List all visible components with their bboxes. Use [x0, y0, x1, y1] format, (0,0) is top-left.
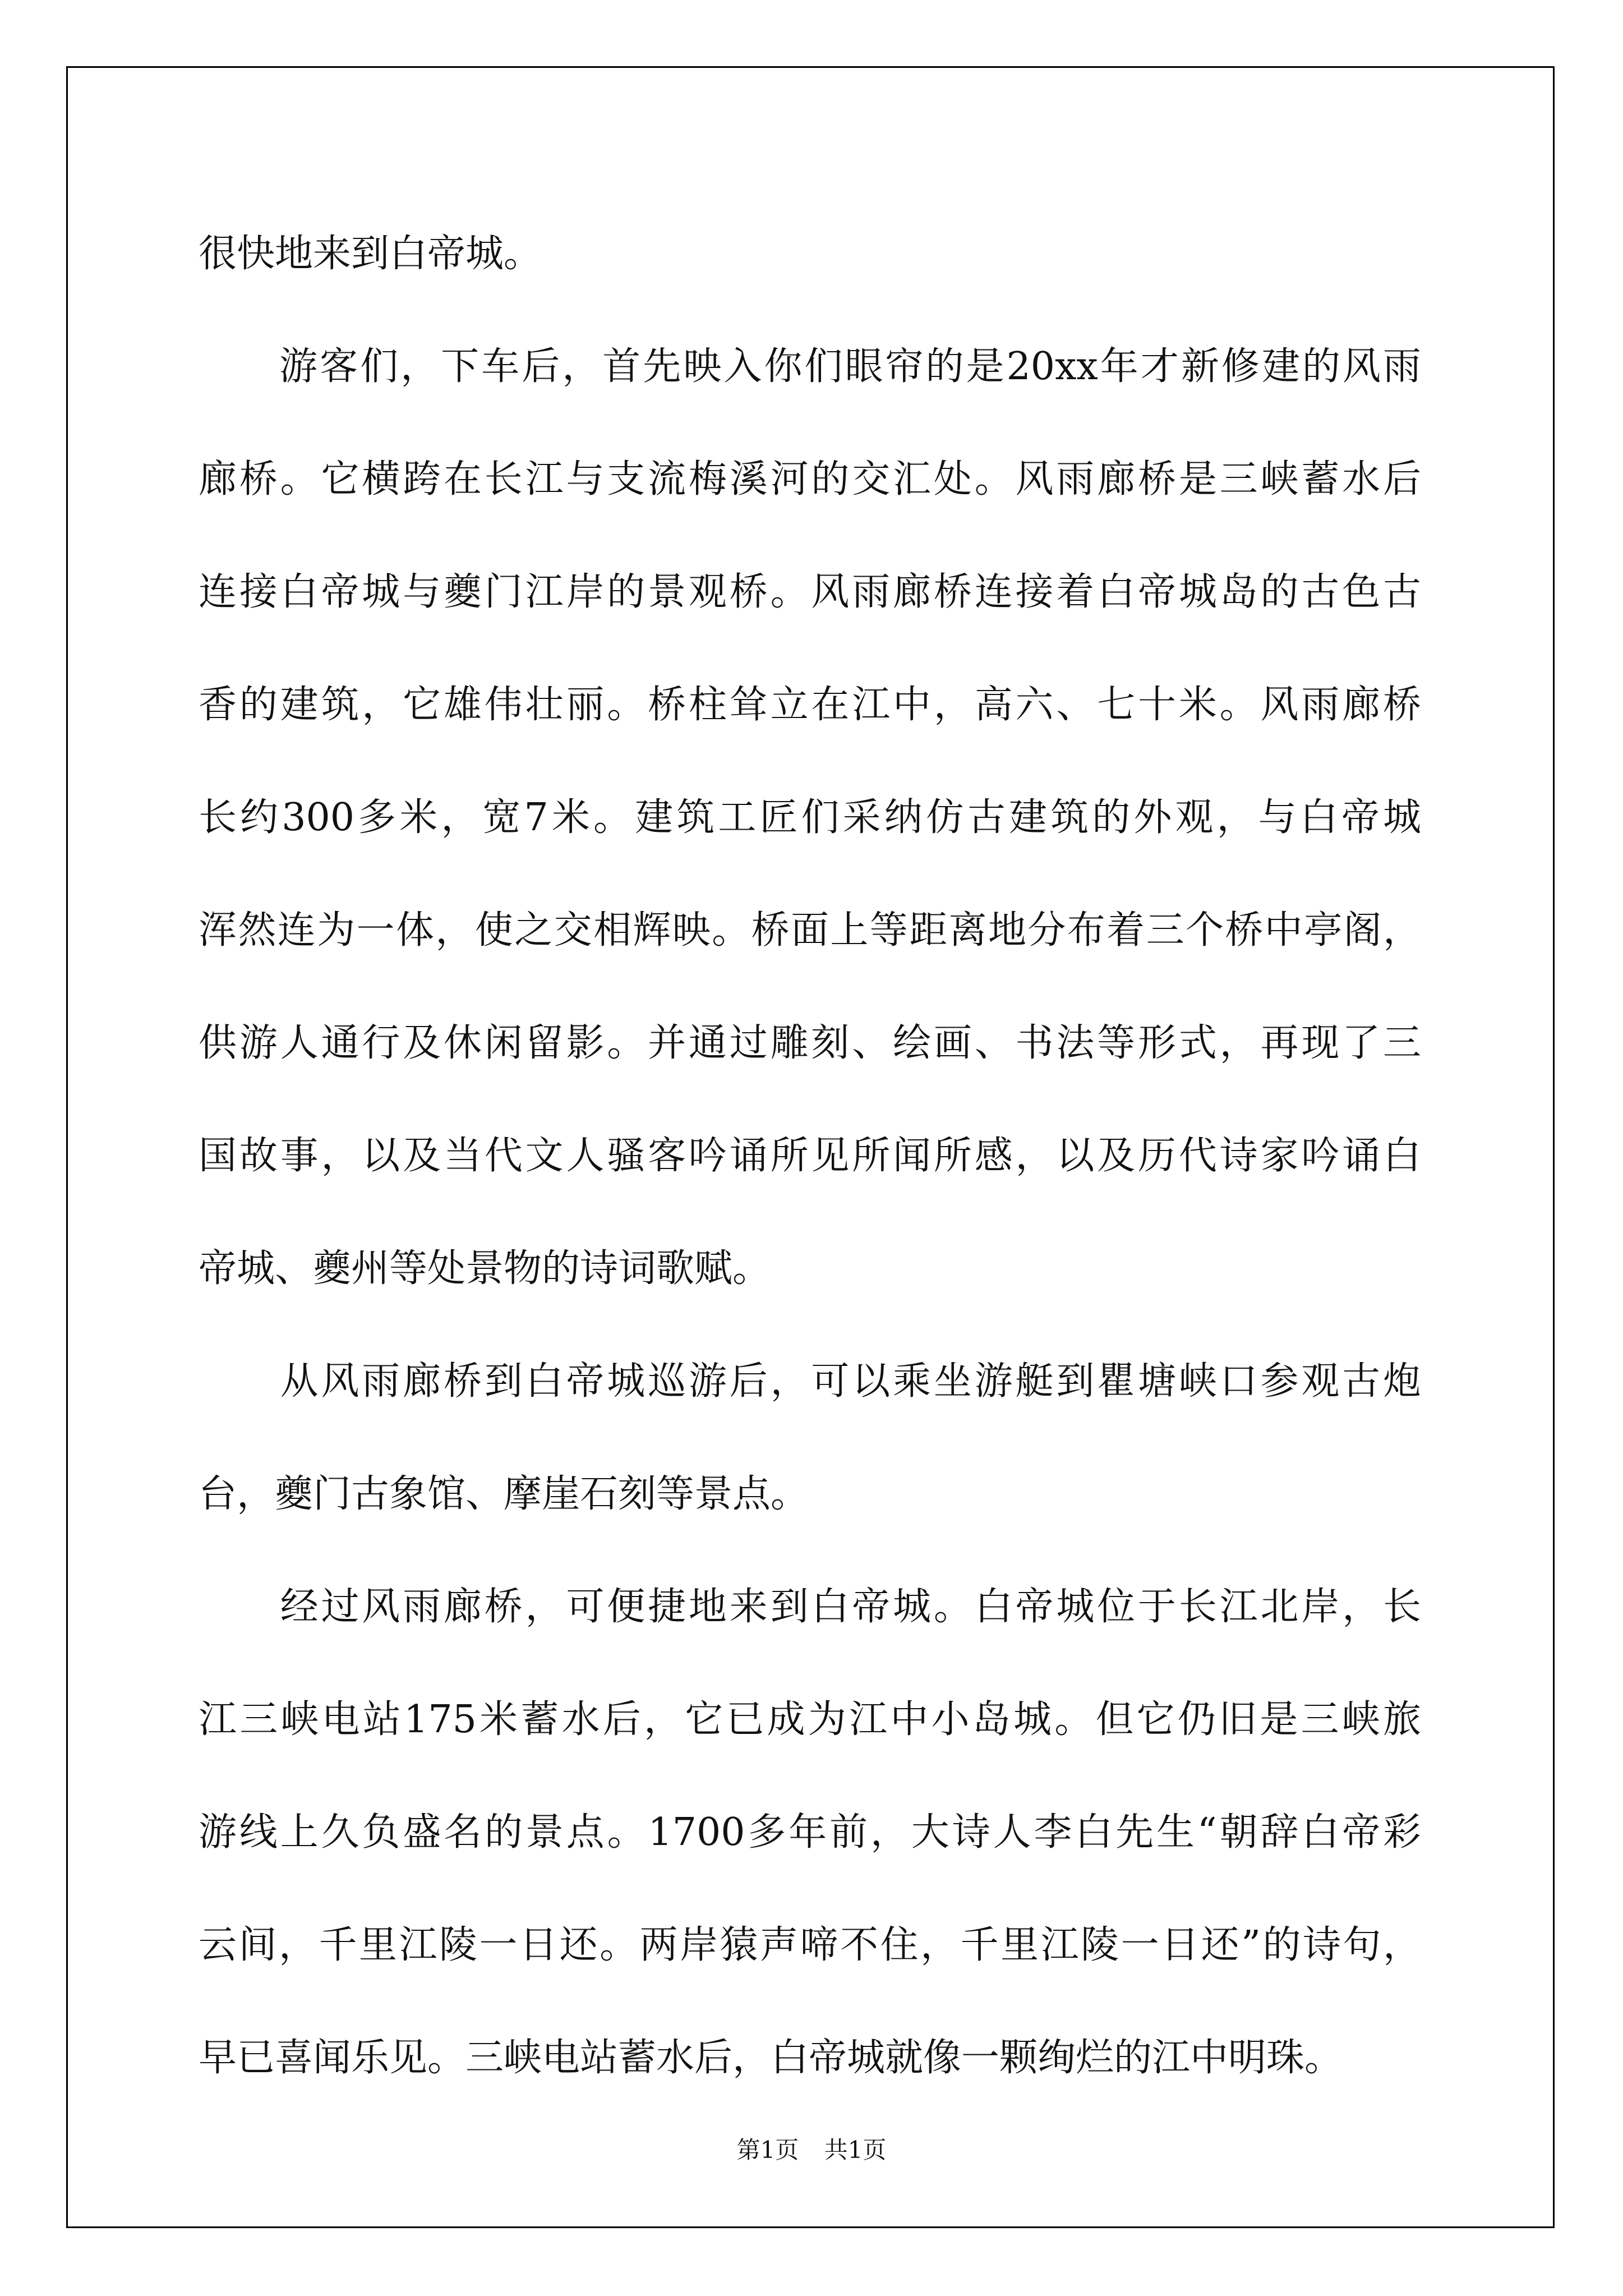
total-pages: 共1页: [824, 2136, 887, 2164]
text-line: 浑然连为一体，使之交相辉映。桥面上等距离地分布着三个桥中亭阁，: [199, 908, 1421, 953]
text-line: 长约300多米，宽7米。建筑工匠们采纳仿古建筑的外观，与白帝城: [199, 795, 1421, 840]
text-line: 香的建筑，它雄伟壮丽。桥柱耸立在江中，高六、七十米。风雨廊桥: [199, 683, 1421, 727]
document-body: [199, 197, 1421, 2114]
text-line: 江三峡电站175米蓄水后，它已成为江中小岛城。但它仍旧是三峡旅: [199, 1697, 1421, 1742]
text-line: 早已喜闻乐见。三峡电站蓄水后，白帝城就像一颗绚烂的江中明珠。: [199, 2036, 1343, 2080]
text-line: 云间，千里江陵一日还。两岸猿声啼不住，千里江陵一日还”的诗句，: [199, 1923, 1421, 1967]
text-line: 连接白帝城与夔门江岸的景观桥。风雨廊桥连接着白帝城岛的古色古: [199, 570, 1421, 614]
text-line: 帝城、夔州等处景物的诗词歌赋。: [199, 1246, 771, 1291]
text-line: 台，夔门古象馆、摩崖石刻等景点。: [199, 1472, 809, 1516]
text-line: 从风雨廊桥到白帝城巡游后，可以乘坐游艇到瞿塘峡口参观古炮: [199, 1359, 1421, 1404]
text-line: 经过风雨廊桥，可便捷地来到白帝城。白帝城位于长江北岸，长: [199, 1585, 1421, 1629]
text-line: 游线上久负盛名的景点。1700多年前，大诗人李白先生“朝辞白帝彩: [199, 1810, 1421, 1855]
text-line: 廊桥。它横跨在长江与支流梅溪河的交汇处。风雨廊桥是三峡蓄水后: [199, 457, 1421, 501]
text-line: 游客们，下车后，首先映入你们眼帘的是20xx年才新修建的风雨: [199, 344, 1421, 389]
text-line: 供游人通行及休闲留影。并通过雕刻、绘画、书法等形式，再现了三: [199, 1021, 1421, 1065]
page-footer: [0, 2132, 1623, 2165]
text-line: 很快地来到白帝城。: [199, 232, 542, 276]
text-line: 国故事，以及当代文人骚客吟诵所见所闻所感，以及历代诗家吟诵白: [199, 1134, 1421, 1178]
page-number: 第1页: [736, 2136, 799, 2164]
